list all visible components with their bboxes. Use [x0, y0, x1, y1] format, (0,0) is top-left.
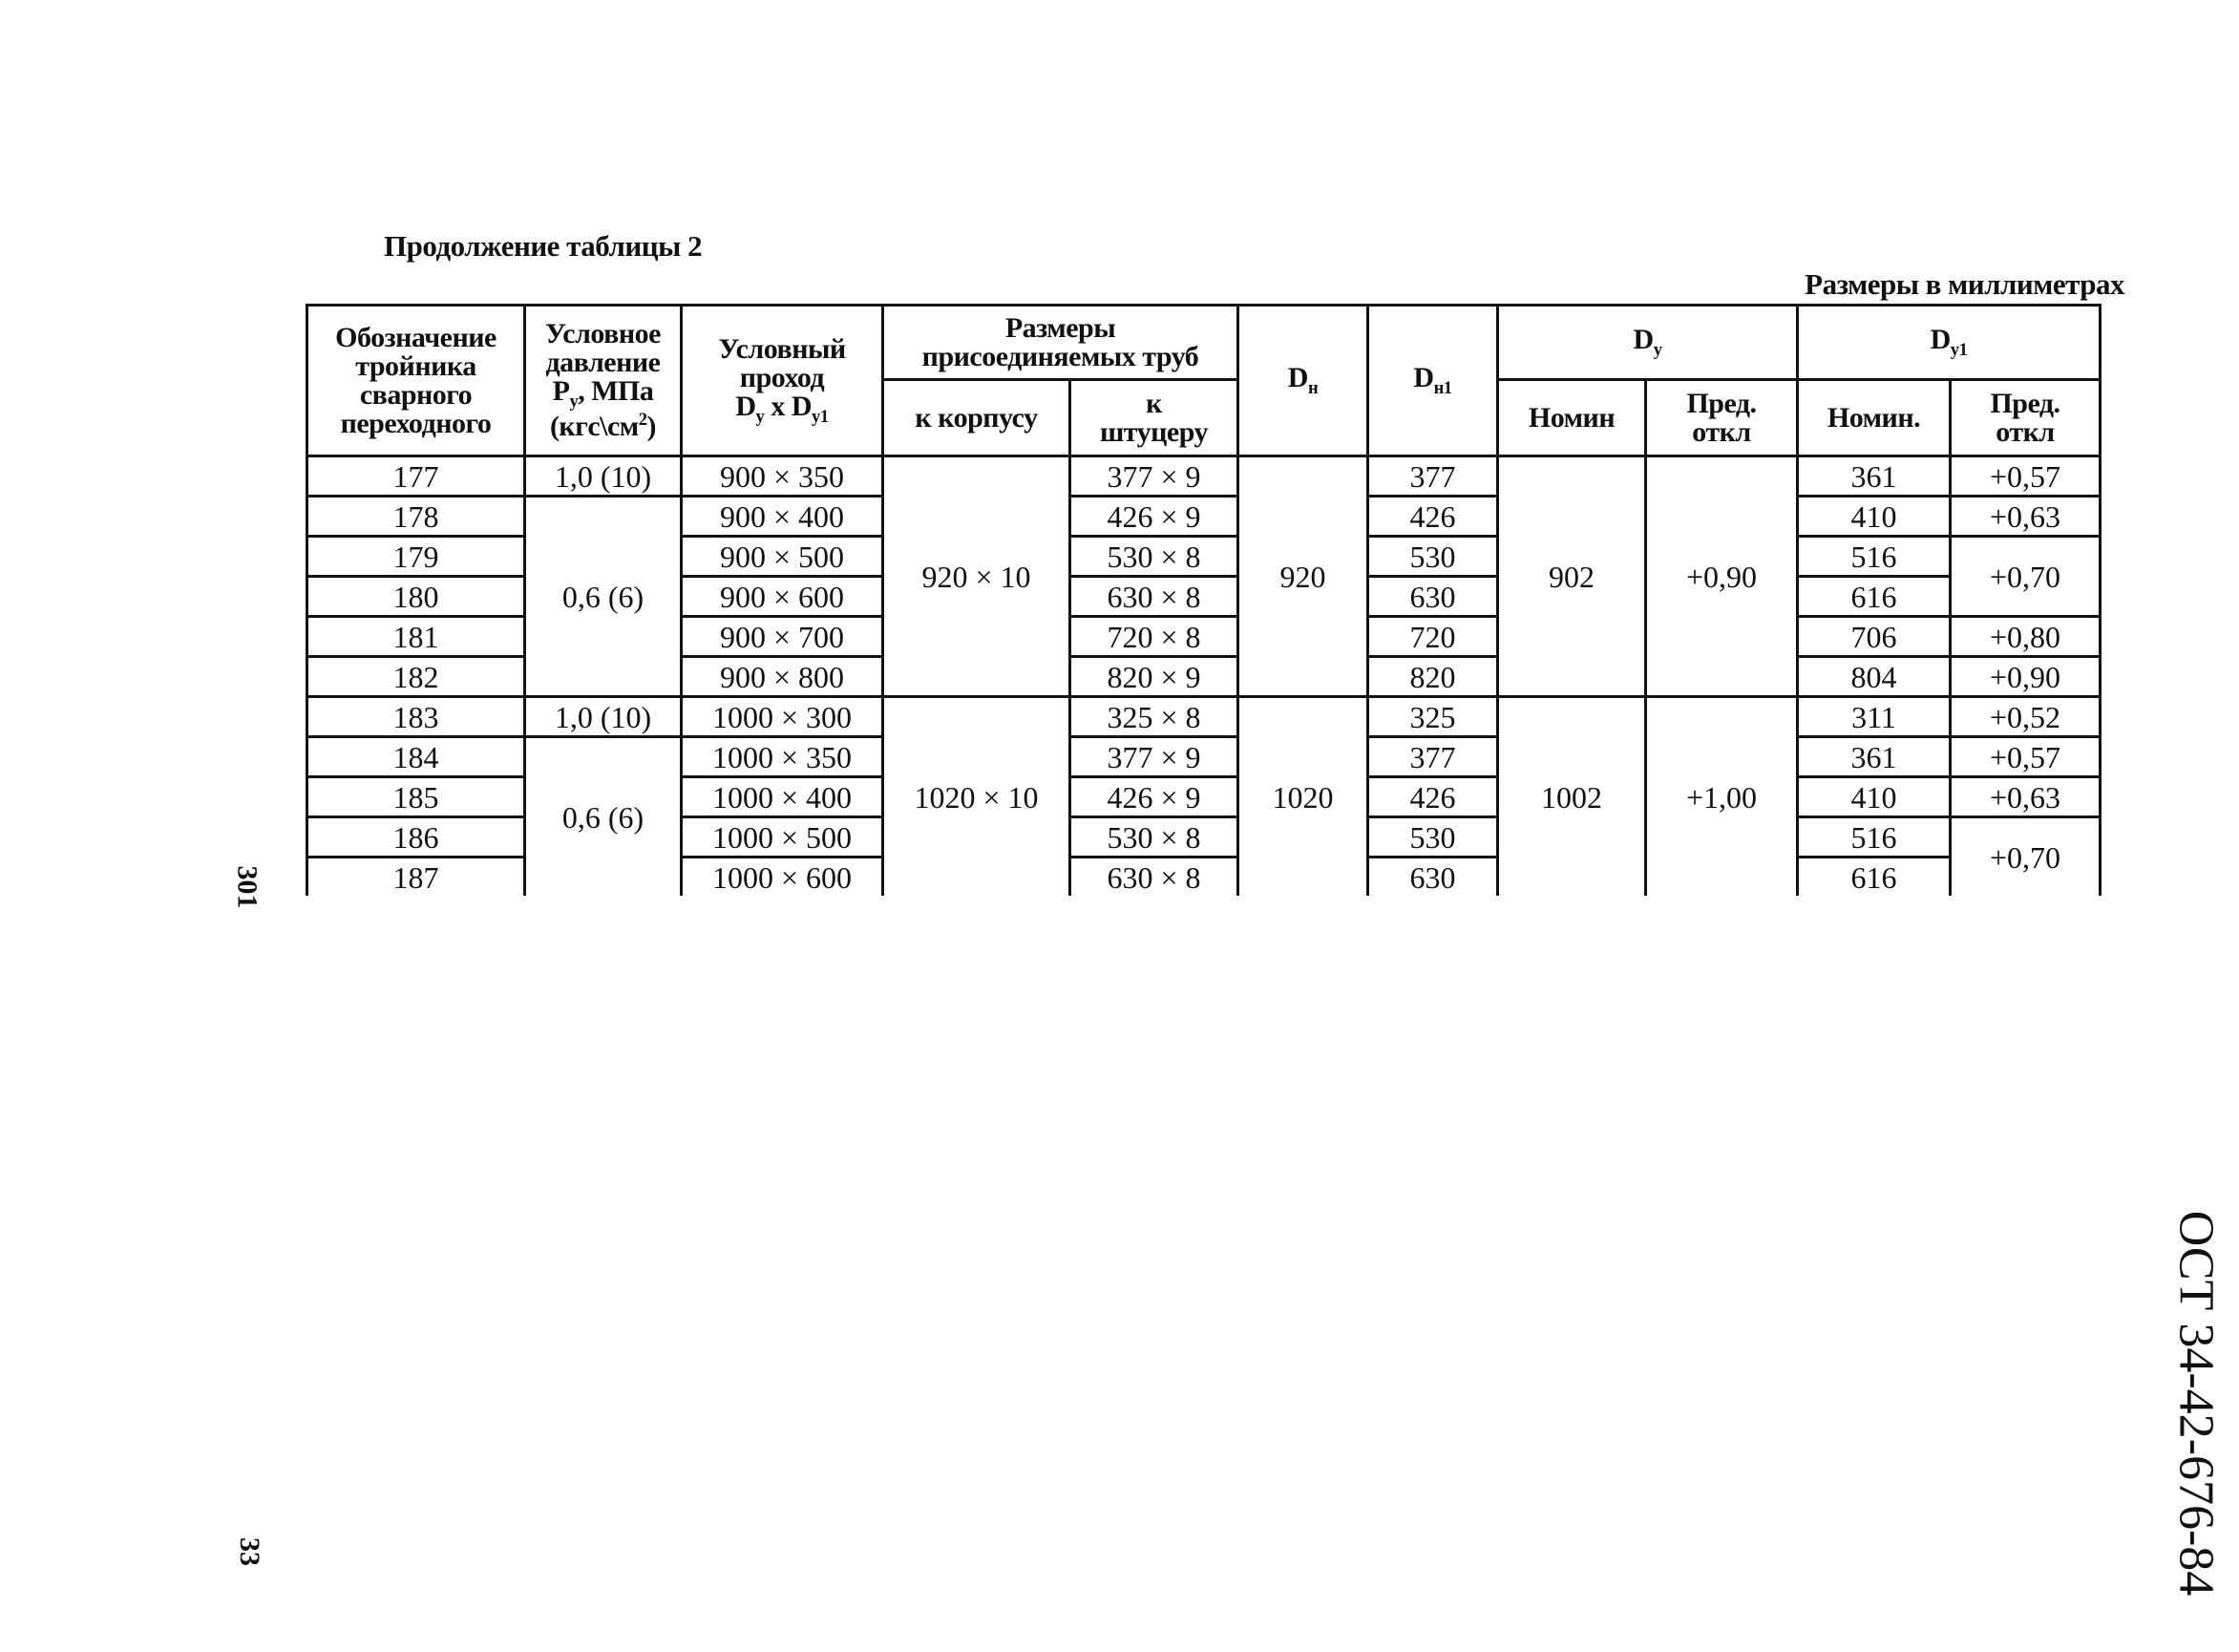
header-dn: $D_н$ — [1238, 306, 1368, 456]
cell-to-fitting: 720 × 8 — [1070, 617, 1238, 657]
cell-to-fitting: 377 × 9 — [1070, 456, 1238, 497]
header-dy-deviation: Пред. откл — [1646, 380, 1798, 456]
cell-dn1: 530 — [1368, 537, 1498, 577]
cell-dy-deviation: +1,00 — [1646, 697, 1798, 897]
header-pressure: Условное давление $P_у$, МПа $(кгс\backslash см^2)$ — [525, 306, 682, 456]
cell-dn1: 720 — [1368, 617, 1498, 657]
cell-passage: 900 × 400 — [682, 497, 883, 537]
cell-dy-nominal: 902 — [1498, 456, 1646, 697]
cell-dy1-nominal: 706 — [1798, 617, 1951, 657]
cell-dy1-nominal: 616 — [1798, 858, 1951, 897]
cell-dy1-nominal: 361 — [1798, 456, 1951, 497]
cell-designation: 185 — [307, 777, 525, 817]
header-designation: Обозначение тройника сварного переходного — [307, 306, 525, 456]
cell-to-fitting: 426 × 9 — [1070, 777, 1238, 817]
units-note: Размеры в миллиметрах — [1805, 267, 2124, 301]
cell-dy1-deviation: +0,57 — [1951, 456, 2101, 497]
cell-passage: 900 × 500 — [682, 537, 883, 577]
header-to-body: к корпусу — [883, 380, 1070, 456]
cell-to-body: 1020 × 10 — [883, 697, 1070, 897]
table-row — [307, 697, 2101, 737]
header-dy-group: $D_у$ — [1498, 306, 1798, 380]
cell-dy1-nominal: 516 — [1798, 817, 1951, 858]
header-to-fitting: к штуцеру — [1070, 380, 1238, 456]
cell-designation: 187 — [307, 858, 525, 897]
cell-dy1-deviation: +0,57 — [1951, 737, 2101, 777]
cell-dn: 920 — [1238, 456, 1368, 697]
cell-pressure: 0,6 (6) — [525, 497, 682, 697]
cell-dy-nominal: 1002 — [1498, 697, 1646, 897]
cell-designation: 186 — [307, 817, 525, 858]
header-passage: Условный проход $D_у$ x $D_{у1}$ — [682, 306, 883, 456]
cell-to-fitting: 530 × 8 — [1070, 537, 1238, 577]
cell-dy1-deviation: +0,70 — [1951, 817, 2101, 897]
table-caption: Продолжение таблицы 2 — [384, 229, 703, 263]
cell-dn1: 530 — [1368, 817, 1498, 858]
cell-passage: 1000 × 350 — [682, 737, 883, 777]
cell-passage: 1000 × 300 — [682, 697, 883, 737]
cell-dn: 1020 — [1238, 697, 1368, 897]
page-number-bottom: 33 — [234, 1537, 265, 1566]
cell-dn1: 630 — [1368, 858, 1498, 897]
cell-passage: 900 × 700 — [682, 617, 883, 657]
cell-dn1: 377 — [1368, 456, 1498, 497]
cell-dy1-deviation: +0,63 — [1951, 497, 2101, 537]
table-row — [307, 456, 2101, 497]
cell-designation: 183 — [307, 697, 525, 737]
header-dy1-group: $D_{у1}$ — [1798, 306, 2101, 380]
cell-dy-deviation: +0,90 — [1646, 456, 1798, 697]
cell-designation: 177 — [307, 456, 525, 497]
cell-to-fitting: 630 × 8 — [1070, 577, 1238, 617]
cell-dy1-deviation: +0,70 — [1951, 537, 2101, 617]
cell-to-fitting: 426 × 9 — [1070, 497, 1238, 537]
cell-designation: 179 — [307, 537, 525, 577]
header-dy1-deviation: Пред. откл — [1951, 380, 2101, 456]
standard-code: ОСТ 34-42-676-84 — [2168, 1210, 2224, 1597]
header-dn1: $D_{н1}$ — [1368, 306, 1498, 456]
page-number-top: 301 — [231, 865, 264, 909]
cell-pressure: 1,0 (10) — [525, 697, 682, 737]
cell-designation: 178 — [307, 497, 525, 537]
cell-passage: 1000 × 600 — [682, 858, 883, 897]
cell-dy1-nominal: 311 — [1798, 697, 1951, 737]
cell-dy1-deviation: +0,63 — [1951, 777, 2101, 817]
cell-designation: 180 — [307, 577, 525, 617]
cell-dy1-nominal: 516 — [1798, 537, 1951, 577]
cell-dy1-nominal: 410 — [1798, 777, 1951, 817]
cell-dn1: 426 — [1368, 497, 1498, 537]
cell-to-fitting: 377 × 9 — [1070, 737, 1238, 777]
cell-dn1: 426 — [1368, 777, 1498, 817]
cell-dy1-deviation: +0,90 — [1951, 657, 2101, 697]
cell-passage: 900 × 350 — [682, 456, 883, 497]
cell-pressure: 1,0 (10) — [525, 456, 682, 497]
cell-dy1-nominal: 361 — [1798, 737, 1951, 777]
table-row — [307, 737, 2101, 777]
cell-pressure: 0,6 (6) — [525, 737, 682, 897]
cell-dn1: 820 — [1368, 657, 1498, 697]
cell-dy1-deviation: +0,52 — [1951, 697, 2101, 737]
cell-to-body: 920 × 10 — [883, 456, 1070, 697]
cell-designation: 181 — [307, 617, 525, 657]
cell-passage: 900 × 800 — [682, 657, 883, 697]
cell-passage: 900 × 600 — [682, 577, 883, 617]
cell-designation: 184 — [307, 737, 525, 777]
cell-designation: 182 — [307, 657, 525, 697]
header-dy-nominal: Номин — [1498, 380, 1646, 456]
cell-dn1: 630 — [1368, 577, 1498, 617]
cell-to-fitting: 530 × 8 — [1070, 817, 1238, 858]
cell-dy1-nominal: 410 — [1798, 497, 1951, 537]
cell-to-fitting: 630 × 8 — [1070, 858, 1238, 897]
cell-dn1: 325 — [1368, 697, 1498, 737]
header-dy1-nominal: Номин. — [1798, 380, 1951, 456]
cell-dn1: 377 — [1368, 737, 1498, 777]
cell-dy1-deviation: +0,80 — [1951, 617, 2101, 657]
cell-dy1-nominal: 616 — [1798, 577, 1951, 617]
header-pipes-group: Размеры присоединяемых труб — [883, 306, 1238, 380]
cell-passage: 1000 × 400 — [682, 777, 883, 817]
table-row — [307, 497, 2101, 537]
cell-passage: 1000 × 500 — [682, 817, 883, 858]
cell-to-fitting: 325 × 8 — [1070, 697, 1238, 737]
cell-to-fitting: 820 × 9 — [1070, 657, 1238, 697]
dimensions-table — [306, 304, 2102, 896]
cell-dy1-nominal: 804 — [1798, 657, 1951, 697]
